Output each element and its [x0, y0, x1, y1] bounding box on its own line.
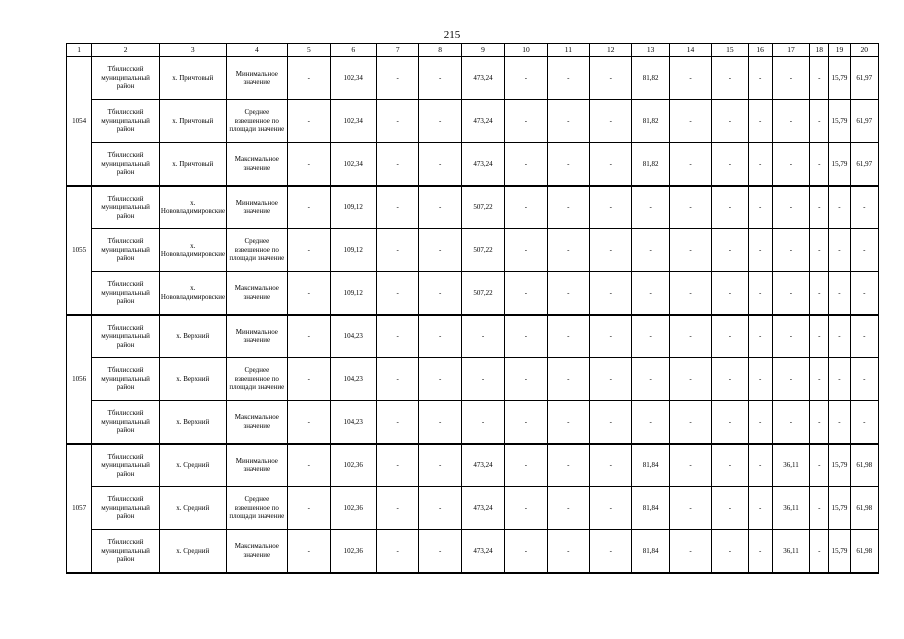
data-table — [66, 43, 879, 574]
table-cell: - — [712, 272, 748, 315]
table-cell: 15,79 — [829, 143, 850, 186]
column-header: 5 — [288, 44, 330, 57]
table-cell: - — [505, 401, 547, 444]
table-cell: - — [547, 57, 589, 100]
table-cell: - — [377, 100, 419, 143]
table-cell: - — [810, 315, 829, 358]
table-cell: - — [505, 444, 547, 487]
table-cell: - — [590, 229, 632, 272]
table-cell: - — [748, 272, 772, 315]
table-cell: Минимальное значение — [226, 186, 288, 229]
table-cell: - — [288, 100, 330, 143]
table-cell: - — [505, 143, 547, 186]
table-cell: х. Нововладимировские — [159, 272, 226, 315]
table-cell: - — [810, 444, 829, 487]
table-cell: - — [590, 444, 632, 487]
table-cell: 507,22 — [461, 272, 504, 315]
table-cell: - — [547, 315, 589, 358]
table-cell: Минимальное значение — [226, 315, 288, 358]
table-cell: - — [669, 530, 711, 573]
table-cell: - — [419, 358, 461, 401]
column-header: 14 — [669, 44, 711, 57]
table-cell: 104,23 — [330, 315, 376, 358]
table-cell: х. Верхний — [159, 401, 226, 444]
table-cell: - — [669, 229, 711, 272]
table-cell: х. Верхний — [159, 358, 226, 401]
table-cell: - — [850, 229, 878, 272]
table-cell: - — [632, 358, 669, 401]
table-cell: - — [772, 143, 809, 186]
table-cell: 15,79 — [829, 57, 850, 100]
table-cell: Тбилисский муниципальный район — [92, 57, 160, 100]
table-cell: - — [547, 358, 589, 401]
table-cell: - — [419, 272, 461, 315]
table-cell: - — [288, 444, 330, 487]
table-cell: - — [505, 272, 547, 315]
table-cell: - — [547, 186, 589, 229]
table-cell: - — [288, 143, 330, 186]
row-id: 1054 — [67, 57, 92, 186]
table-cell: - — [419, 186, 461, 229]
table-cell: - — [505, 487, 547, 530]
table-cell: - — [850, 315, 878, 358]
table-cell: - — [850, 186, 878, 229]
table-cell: Тбилисский муниципальный район — [92, 358, 160, 401]
table-cell: - — [590, 487, 632, 530]
table-cell: - — [632, 272, 669, 315]
table-cell: - — [505, 315, 547, 358]
column-header: 18 — [810, 44, 829, 57]
table-cell: 15,79 — [829, 444, 850, 487]
table-cell: Тбилисский муниципальный район — [92, 143, 160, 186]
table-cell: - — [461, 358, 504, 401]
table-cell: - — [288, 186, 330, 229]
table-row — [67, 229, 879, 272]
table-cell: - — [547, 229, 589, 272]
table-cell: - — [712, 143, 748, 186]
table-body — [67, 57, 879, 573]
table-cell: 102,34 — [330, 57, 376, 100]
table-cell: - — [748, 401, 772, 444]
table-cell: Тбилисский муниципальный район — [92, 444, 160, 487]
table-cell: - — [712, 100, 748, 143]
table-cell: - — [748, 186, 772, 229]
table-cell: - — [669, 358, 711, 401]
table-cell: - — [748, 57, 772, 100]
table-cell: - — [669, 100, 711, 143]
table-cell: - — [669, 487, 711, 530]
table-cell: Тбилисский муниципальный район — [92, 315, 160, 358]
table-cell: Максимальное значение — [226, 530, 288, 573]
table-cell: - — [669, 401, 711, 444]
table-cell: - — [377, 444, 419, 487]
table-cell: х. Причтовый — [159, 143, 226, 186]
table-cell: Тбилисский муниципальный район — [92, 186, 160, 229]
table-cell: Среднее взвешенное по площади значение — [226, 100, 288, 143]
table-cell: Среднее взвешенное по площади значение — [226, 229, 288, 272]
column-header: 10 — [505, 44, 547, 57]
table-cell: - — [810, 143, 829, 186]
table-cell: 15,79 — [829, 530, 850, 573]
table-cell: 81,82 — [632, 57, 669, 100]
table-cell: - — [772, 401, 809, 444]
table-cell: - — [377, 229, 419, 272]
table-cell: Минимальное значение — [226, 444, 288, 487]
table-cell: - — [772, 100, 809, 143]
table-cell: - — [748, 358, 772, 401]
table-cell: 109,12 — [330, 186, 376, 229]
table-cell: 473,24 — [461, 143, 504, 186]
table-cell: - — [669, 315, 711, 358]
table-cell: - — [419, 143, 461, 186]
table-cell: - — [419, 444, 461, 487]
table-cell: - — [377, 57, 419, 100]
table-cell: 36,11 — [772, 530, 809, 573]
table-cell: - — [712, 487, 748, 530]
table-cell: 507,22 — [461, 229, 504, 272]
table-cell: - — [505, 229, 547, 272]
table-cell: Максимальное значение — [226, 272, 288, 315]
table-cell: - — [288, 487, 330, 530]
table-cell: Среднее взвешенное по площади значение — [226, 358, 288, 401]
table-cell: 102,36 — [330, 530, 376, 573]
table-cell: - — [547, 143, 589, 186]
table-cell: - — [505, 100, 547, 143]
column-header: 17 — [772, 44, 809, 57]
table-cell: - — [712, 229, 748, 272]
table-cell: 109,12 — [330, 272, 376, 315]
table-cell: Среднее взвешенное по площади значение — [226, 487, 288, 530]
table-row — [67, 487, 879, 530]
table-cell: 15,79 — [829, 487, 850, 530]
column-header: 8 — [419, 44, 461, 57]
table-cell: - — [377, 358, 419, 401]
column-header: 9 — [461, 44, 504, 57]
table-row — [67, 100, 879, 143]
table-cell: - — [669, 143, 711, 186]
table-cell: - — [288, 530, 330, 573]
table-cell: х. Средний — [159, 444, 226, 487]
table-cell: 61,97 — [850, 143, 878, 186]
table-cell: - — [590, 530, 632, 573]
table-cell: - — [461, 315, 504, 358]
column-header: 2 — [92, 44, 160, 57]
table-cell: Тбилисский муниципальный район — [92, 229, 160, 272]
table-cell: - — [712, 444, 748, 487]
table-cell: - — [850, 272, 878, 315]
row-id: 1056 — [67, 315, 92, 444]
table-cell: 61,98 — [850, 530, 878, 573]
table-cell: - — [590, 100, 632, 143]
table-row — [67, 272, 879, 315]
table-cell: х. Верхний — [159, 315, 226, 358]
table-cell: - — [810, 229, 829, 272]
table-cell: - — [377, 530, 419, 573]
table-cell: - — [419, 487, 461, 530]
table-cell: - — [419, 315, 461, 358]
table-cell: - — [419, 229, 461, 272]
table-cell: х. Причтовый — [159, 57, 226, 100]
table-cell: - — [669, 186, 711, 229]
column-header: 7 — [377, 44, 419, 57]
table-cell: 61,97 — [850, 100, 878, 143]
column-header: 12 — [590, 44, 632, 57]
table-cell: 61,98 — [850, 487, 878, 530]
column-header: 11 — [547, 44, 589, 57]
table-cell: х. Средний — [159, 530, 226, 573]
table-cell: - — [590, 57, 632, 100]
table-cell: - — [712, 401, 748, 444]
table-cell: - — [829, 358, 850, 401]
table-row — [67, 401, 879, 444]
row-id: 1057 — [67, 444, 92, 573]
table-cell: Тбилисский муниципальный район — [92, 100, 160, 143]
table-cell: - — [669, 444, 711, 487]
table-cell: Тбилисский муниципальный район — [92, 272, 160, 315]
table-cell: - — [829, 229, 850, 272]
table-cell: - — [505, 358, 547, 401]
table-cell: 61,97 — [850, 57, 878, 100]
table-cell: - — [632, 401, 669, 444]
table-cell: - — [377, 272, 419, 315]
table-cell: х. Нововладимировские — [159, 229, 226, 272]
table-cell: - — [810, 57, 829, 100]
table-cell: - — [810, 401, 829, 444]
table-cell: - — [669, 57, 711, 100]
table-cell: - — [419, 530, 461, 573]
table-cell: - — [772, 272, 809, 315]
table-cell: - — [632, 229, 669, 272]
table-cell: - — [748, 100, 772, 143]
table-cell: - — [632, 186, 669, 229]
column-header: 4 — [226, 44, 288, 57]
table-cell: 81,82 — [632, 143, 669, 186]
table-cell: - — [810, 186, 829, 229]
table-cell: - — [772, 358, 809, 401]
table-cell: - — [547, 100, 589, 143]
table-cell: Тбилисский муниципальный район — [92, 530, 160, 573]
table-cell: - — [712, 530, 748, 573]
table-cell: Максимальное значение — [226, 143, 288, 186]
table-cell: - — [772, 57, 809, 100]
column-header: 19 — [829, 44, 850, 57]
table-cell: - — [505, 530, 547, 573]
table-cell: - — [810, 272, 829, 315]
table-cell: 507,22 — [461, 186, 504, 229]
table-cell: - — [632, 315, 669, 358]
table-cell: 81,82 — [632, 100, 669, 143]
table-cell: 104,23 — [330, 401, 376, 444]
table-cell: 473,24 — [461, 444, 504, 487]
table-cell: 473,24 — [461, 57, 504, 100]
page-number: 215 — [443, 29, 461, 41]
table-cell: 15,79 — [829, 100, 850, 143]
table-cell: - — [712, 315, 748, 358]
column-header: 1 — [67, 44, 92, 57]
table-cell: - — [829, 186, 850, 229]
table-cell: - — [288, 229, 330, 272]
table-cell: - — [547, 444, 589, 487]
table-cell: - — [829, 315, 850, 358]
table-cell: - — [547, 401, 589, 444]
table-cell: - — [590, 358, 632, 401]
table-cell: - — [712, 358, 748, 401]
table-cell: 61,98 — [850, 444, 878, 487]
column-header: 13 — [632, 44, 669, 57]
table-cell: - — [772, 186, 809, 229]
table-cell: - — [288, 401, 330, 444]
table-cell: - — [590, 315, 632, 358]
table-cell: - — [590, 143, 632, 186]
table-cell: Тбилисский муниципальный район — [92, 487, 160, 530]
table-cell: - — [505, 186, 547, 229]
table-cell: - — [712, 186, 748, 229]
table-cell: 81,84 — [632, 530, 669, 573]
table-cell: - — [712, 57, 748, 100]
table-cell: 104,23 — [330, 358, 376, 401]
table-cell: 102,34 — [330, 143, 376, 186]
table-cell: - — [810, 530, 829, 573]
header-row — [67, 44, 879, 57]
row-id: 1055 — [67, 186, 92, 315]
table-row — [67, 444, 879, 487]
table-cell: 102,36 — [330, 487, 376, 530]
table-cell: - — [748, 487, 772, 530]
table-cell: - — [590, 186, 632, 229]
table-cell: - — [748, 530, 772, 573]
table-cell: 102,36 — [330, 444, 376, 487]
table-cell: Тбилисский муниципальный район — [92, 401, 160, 444]
table-cell: 473,24 — [461, 100, 504, 143]
table-cell: - — [419, 100, 461, 143]
table-cell: - — [547, 272, 589, 315]
table-cell: 81,84 — [632, 487, 669, 530]
table-cell: - — [772, 315, 809, 358]
column-header: 3 — [159, 44, 226, 57]
table-cell: х. Средний — [159, 487, 226, 530]
table-cell: 473,24 — [461, 530, 504, 573]
table-cell: - — [461, 401, 504, 444]
table-cell: 109,12 — [330, 229, 376, 272]
table-cell: - — [419, 57, 461, 100]
table-cell: - — [748, 143, 772, 186]
table-cell: - — [377, 186, 419, 229]
column-header: 20 — [850, 44, 878, 57]
table-cell: - — [748, 229, 772, 272]
table-cell: - — [505, 57, 547, 100]
table-cell: - — [669, 272, 711, 315]
table-cell: - — [547, 487, 589, 530]
table-cell: Минимальное значение — [226, 57, 288, 100]
column-header: 15 — [712, 44, 748, 57]
table-cell: - — [419, 401, 461, 444]
table-cell: - — [288, 315, 330, 358]
column-header: 16 — [748, 44, 772, 57]
table-cell: - — [748, 444, 772, 487]
table-cell: - — [590, 272, 632, 315]
table-cell: - — [850, 401, 878, 444]
table-cell: х. Нововладимировские — [159, 186, 226, 229]
table-cell: 473,24 — [461, 487, 504, 530]
table-row — [67, 57, 879, 100]
table-cell: - — [377, 487, 419, 530]
table-row — [67, 315, 879, 358]
column-header: 6 — [330, 44, 376, 57]
table-cell: х. Причтовый — [159, 100, 226, 143]
table-cell: 102,34 — [330, 100, 376, 143]
table-row — [67, 143, 879, 186]
table-row — [67, 358, 879, 401]
table-cell: - — [810, 487, 829, 530]
table-cell: - — [772, 229, 809, 272]
table-cell: - — [377, 315, 419, 358]
table-cell: - — [377, 401, 419, 444]
table-cell: 81,84 — [632, 444, 669, 487]
table-cell: Максимальное значение — [226, 401, 288, 444]
table-cell: - — [288, 358, 330, 401]
table-row — [67, 186, 879, 229]
table-cell: - — [547, 530, 589, 573]
table-cell: - — [590, 401, 632, 444]
table-cell: 36,11 — [772, 444, 809, 487]
table-cell: - — [829, 401, 850, 444]
table-cell: 36,11 — [772, 487, 809, 530]
table-cell: - — [288, 272, 330, 315]
table-cell: - — [850, 358, 878, 401]
table-cell: - — [829, 272, 850, 315]
table-cell: - — [748, 315, 772, 358]
table-cell: - — [810, 358, 829, 401]
table-cell: - — [288, 57, 330, 100]
table-cell: - — [377, 143, 419, 186]
table-cell: - — [810, 100, 829, 143]
table-row — [67, 530, 879, 573]
